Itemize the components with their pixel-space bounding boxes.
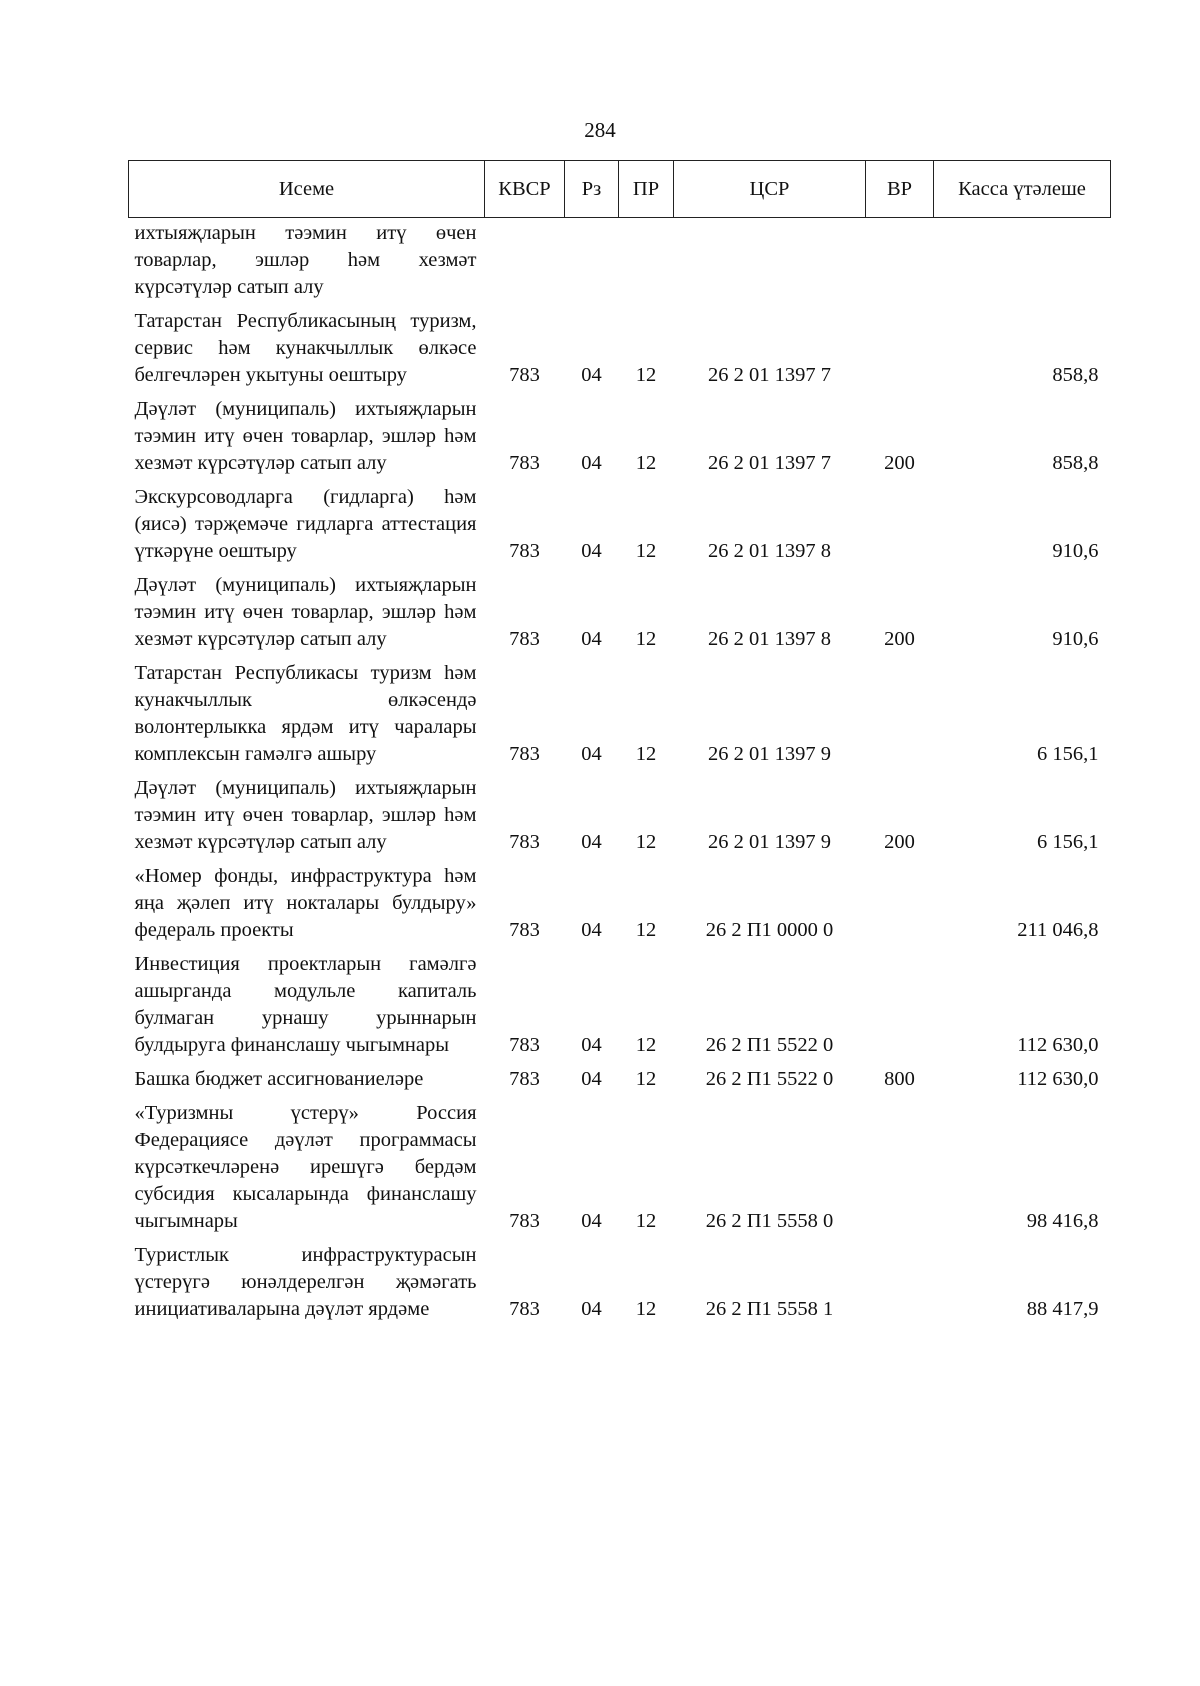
- row-sum: 858,8: [1052, 452, 1099, 474]
- row-kvsr: [485, 218, 565, 307]
- row-sum: [934, 218, 1111, 307]
- row-name: Дәүләт (муниципаль) ихтыяҗларын тәэмин итү өчен товарлар, эшләр һәм хезмәт күрсәтүләр сатып алу: [134, 398, 477, 474]
- row-rz: 04: [581, 452, 602, 474]
- row-kvsr: 783: [509, 1298, 540, 1320]
- row-name: Татарстан Республикасы туризм һәм кунакчыллык өлкәсендә волонтерлыкка ярдәм итү чаралары комплексын гамәлгә ашыру: [134, 662, 477, 765]
- row-sum: 6 156,1: [1037, 831, 1099, 853]
- table-row: [129, 658, 1111, 773]
- row-rz: 04: [581, 1298, 602, 1320]
- row-sum: 6 156,1: [1037, 743, 1099, 765]
- row-rz: 04: [581, 831, 602, 853]
- row-vr: 200: [884, 452, 915, 474]
- row-rz: 04: [581, 743, 602, 765]
- row-csr: 26 2 01 1397 7: [708, 364, 831, 386]
- row-rz: 04: [581, 1034, 602, 1056]
- row-kvsr: 783: [509, 628, 540, 650]
- row-kvsr: 783: [509, 1068, 540, 1090]
- row-pr: 12: [635, 919, 657, 941]
- row-name: Татарстан Республикасының туризм, сервис һәм кунакчыллык өлкәсе белгечләрен укытуны оештыру: [134, 310, 477, 386]
- row-csr: 26 2 П1 5522 0: [705, 1034, 834, 1056]
- row-csr: 26 2 П1 0000 0: [705, 919, 834, 941]
- row-pr: 12: [635, 1298, 657, 1320]
- row-csr: 26 2 01 1397 9: [708, 831, 831, 853]
- row-kvsr: 783: [509, 364, 540, 386]
- row-vr: [866, 1240, 934, 1328]
- row-name: Башка бюджет ассигнованиеләре: [134, 1068, 424, 1090]
- row-kvsr: 783: [509, 1034, 540, 1056]
- row-vr: 200: [884, 628, 915, 650]
- row-rz: [565, 218, 619, 307]
- row-csr: [674, 218, 866, 307]
- row-csr: 26 2 01 1397 7: [708, 452, 831, 474]
- row-pr: 12: [635, 364, 657, 386]
- header-rz: Рз: [565, 161, 619, 218]
- row-pr: 12: [635, 628, 657, 650]
- header-vr: ВР: [866, 161, 934, 218]
- row-name: ихтыяҗларын тәэмин итү өчен товарлар, эшләр һәм хезмәт күрсәтүләр сатып алу: [134, 222, 477, 298]
- row-name: Экскурсоводларга (гидларга) һәм (яисә) тәрҗемәче гидларга аттестация үткәрүне оештыру: [134, 486, 477, 562]
- row-rz: 04: [581, 540, 602, 562]
- header-pr: ПР: [619, 161, 674, 218]
- row-pr: [619, 218, 674, 307]
- row-name: Дәүләт (муниципаль) ихтыяҗларын тәэмин итү өчен товарлар, эшләр һәм хезмәт күрсәтүләр сатып алу: [134, 574, 477, 650]
- row-rz: 04: [581, 364, 602, 386]
- row-rz: 04: [581, 919, 602, 941]
- table-row: [129, 306, 1111, 394]
- row-vr: 800: [884, 1068, 915, 1090]
- table-row: [129, 949, 1111, 1064]
- table-row: [129, 482, 1111, 570]
- row-pr: 12: [635, 1210, 657, 1232]
- row-sum: 858,8: [1052, 364, 1099, 386]
- table-row: [129, 394, 1111, 482]
- table-row: [129, 1064, 1111, 1098]
- row-vr: [866, 306, 934, 394]
- row-vr: [866, 658, 934, 773]
- row-sum: 112 630,0: [1017, 1068, 1099, 1090]
- row-vr: [866, 218, 934, 307]
- row-kvsr: 783: [509, 540, 540, 562]
- row-csr: 26 2 П1 5558 0: [705, 1210, 834, 1232]
- table-row: [129, 570, 1111, 658]
- row-rz: 04: [581, 1210, 602, 1232]
- row-sum: 112 630,0: [1017, 1034, 1099, 1056]
- table-row: [129, 218, 1111, 307]
- row-pr: 12: [635, 452, 657, 474]
- table-header: [129, 161, 1111, 218]
- row-pr: 12: [635, 831, 657, 853]
- row-pr: 12: [635, 743, 657, 765]
- row-sum: 88 417,9: [1026, 1298, 1099, 1320]
- row-sum: 910,6: [1052, 540, 1099, 562]
- row-pr: 12: [635, 1068, 657, 1090]
- row-name: «Туризмны үстерү» Россия Федерациясе дәүләт программасы күрсәткечләренә ирешүгә бердәм субсидия кысаларында финанслашу чыгымнары: [134, 1102, 477, 1232]
- page-number: 284: [584, 118, 616, 142]
- header-name: Исеме: [129, 161, 485, 218]
- row-kvsr: 783: [509, 1210, 540, 1232]
- row-csr: 26 2 П1 5558 1: [705, 1298, 834, 1320]
- row-vr: [866, 482, 934, 570]
- row-vr: 200: [884, 831, 915, 853]
- row-csr: 26 2 01 1397 9: [708, 743, 831, 765]
- row-name: Дәүләт (муниципаль) ихтыяҗларын тәэмин итү өчен товарлар, эшләр һәм хезмәт күрсәтүләр сатып алу: [134, 777, 477, 853]
- row-name: Туристлык инфраструктурасын үстерүгә юнәлдерелгән җәмәгать инициативаларына дәүләт ярдәме: [134, 1244, 477, 1320]
- row-rz: 04: [581, 1068, 602, 1090]
- row-kvsr: 783: [509, 452, 540, 474]
- budget-table: [128, 160, 1111, 1328]
- row-csr: 26 2 П1 5522 0: [705, 1068, 834, 1090]
- row-kvsr: 783: [509, 831, 540, 853]
- header-kvsr: КВСР: [485, 161, 565, 218]
- table-body: [129, 218, 1111, 1329]
- row-rz: 04: [581, 628, 602, 650]
- row-csr: 26 2 01 1397 8: [708, 540, 831, 562]
- row-vr: [866, 949, 934, 1064]
- table-row: [129, 861, 1111, 949]
- row-sum: 211 046,8: [1017, 919, 1099, 941]
- row-kvsr: 783: [509, 743, 540, 765]
- header-sum: Касса үтәлеше: [934, 161, 1111, 218]
- row-csr: 26 2 01 1397 8: [708, 628, 831, 650]
- table-row: [129, 773, 1111, 861]
- row-name: «Номер фонды, инфраструктура һәм яңа җәлеп итү нокталары булдыру» федераль проекты: [134, 865, 477, 941]
- row-name: Инвестиция проектларын гамәлгә ашырганда модульле капиталь булмаган урнашу урыннарын булдыруга финанслашу чыгымнары: [134, 953, 477, 1056]
- row-sum: 98 416,8: [1026, 1210, 1099, 1232]
- row-sum: 910,6: [1052, 628, 1099, 650]
- row-kvsr: 783: [509, 919, 540, 941]
- row-pr: 12: [635, 1034, 657, 1056]
- header-csr: ЦСР: [674, 161, 866, 218]
- table-row: [129, 1098, 1111, 1240]
- row-vr: [866, 1098, 934, 1240]
- table-row: [129, 1240, 1111, 1328]
- row-pr: 12: [635, 540, 657, 562]
- row-vr: [866, 861, 934, 949]
